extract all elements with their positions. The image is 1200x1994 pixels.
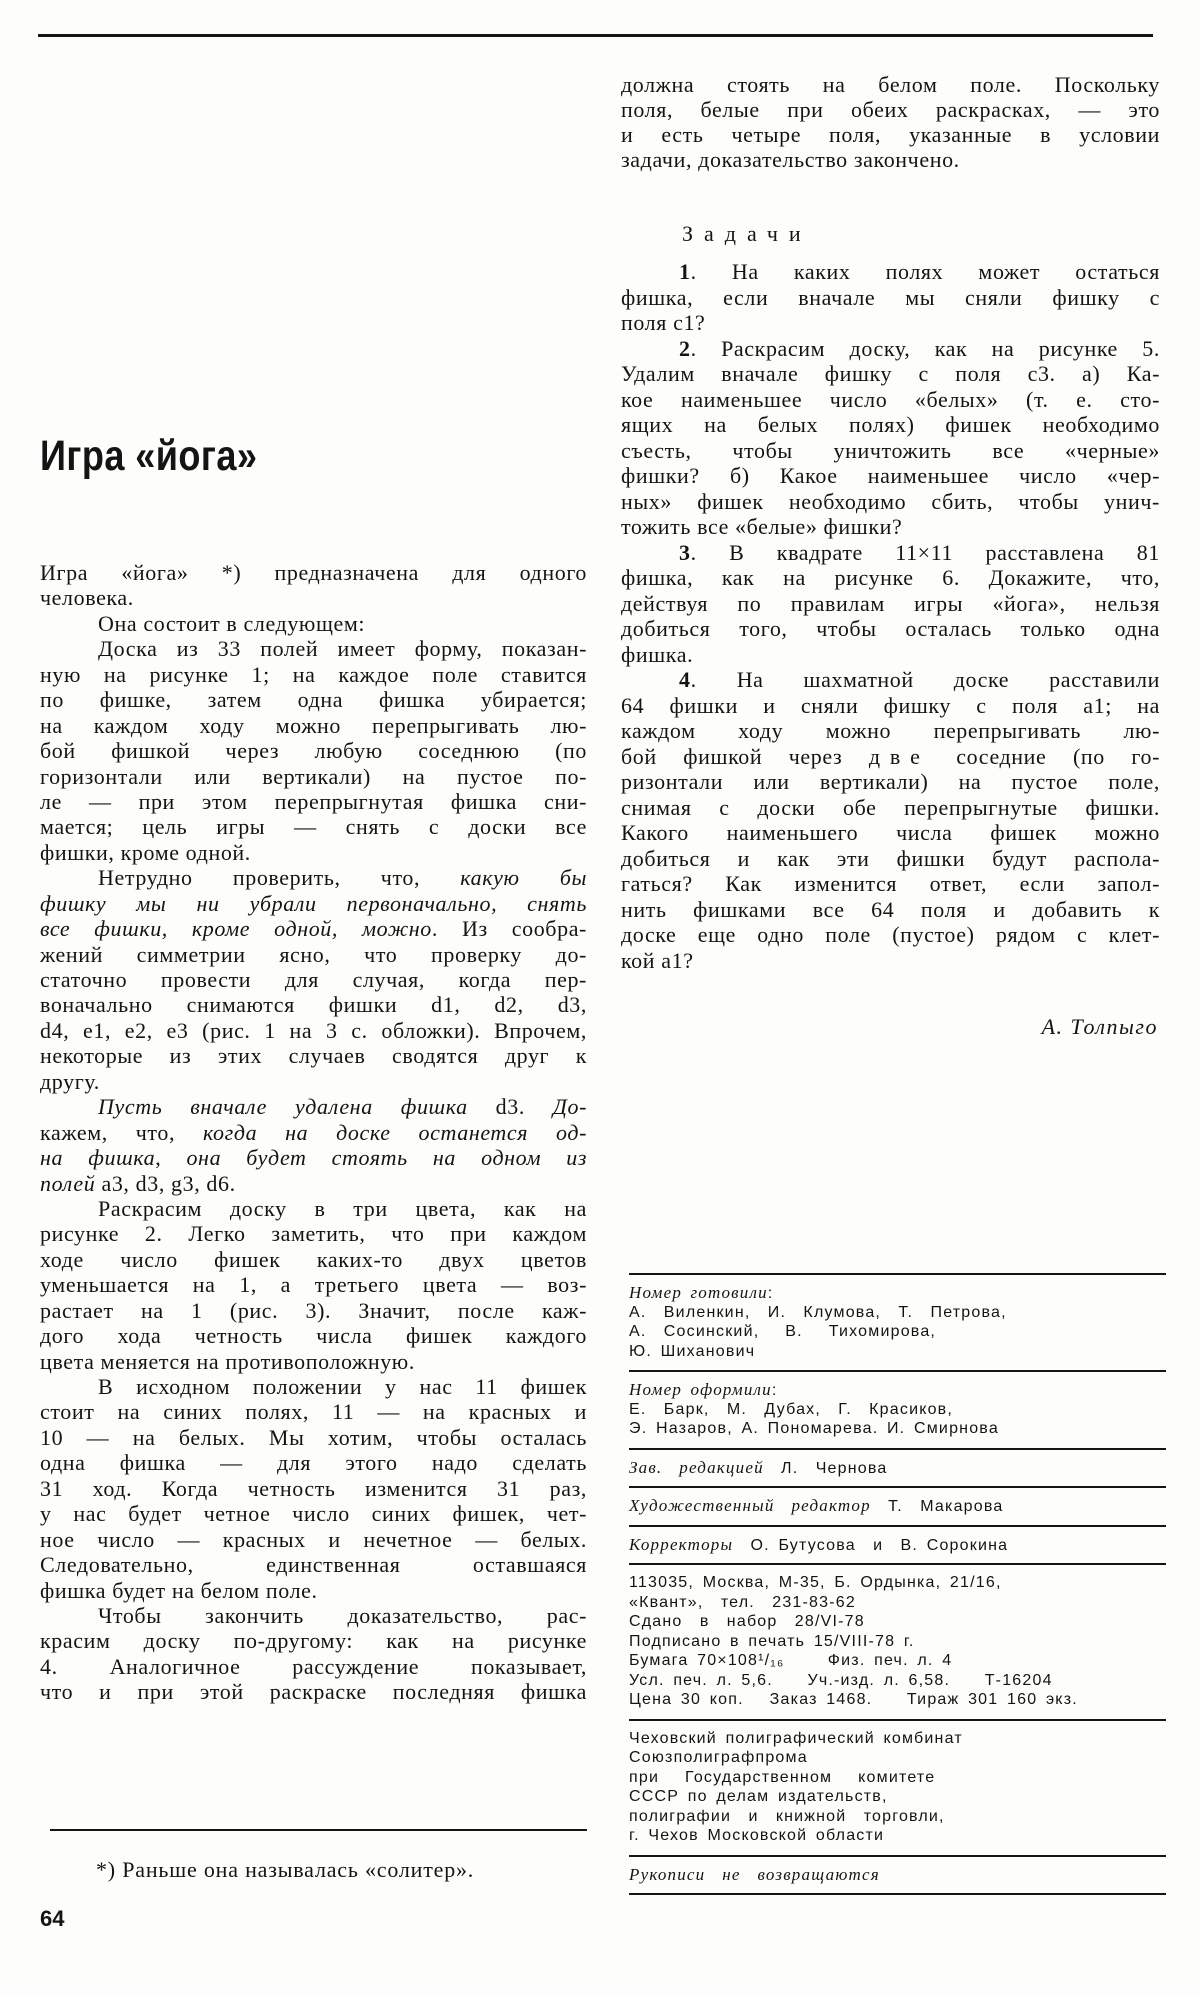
text-line	[621, 438, 1160, 464]
imprint-section	[629, 1563, 1166, 1719]
imprint-section	[629, 1525, 1166, 1564]
paragraph	[40, 560, 587, 611]
text-line	[621, 591, 1160, 617]
text-segment: . В квадрате 11×11 расставлена 81	[690, 539, 1160, 565]
text-line	[621, 285, 1160, 311]
imprint-row	[629, 1807, 1166, 1827]
text-line	[621, 514, 1160, 540]
text-segment: другу.	[40, 1068, 100, 1094]
text-line	[40, 814, 587, 839]
text-segment: «Квант», тел. 231-83-62	[629, 1593, 856, 1611]
text-segment: ных» фишек необходимо сбить, чтобы унич-	[621, 488, 1160, 514]
paragraph	[40, 1094, 587, 1196]
text-segment: мается; цель игры — снять с доски все	[40, 814, 587, 840]
text-segment: кажем, что,	[40, 1119, 203, 1145]
text-line	[40, 611, 587, 636]
text-line	[40, 1094, 587, 1119]
text-line	[621, 846, 1160, 872]
text-segment: соседние (по го-	[929, 743, 1160, 769]
paragraph	[621, 667, 1160, 973]
imprint-row	[629, 1768, 1166, 1788]
paragraph	[621, 259, 1160, 336]
text-segment: Е. Барк, М. Дубах, Г. Красиков,	[629, 1400, 954, 1418]
text-segment: съесть, чтобы уничтожить все «черные»	[621, 437, 1160, 463]
text-segment: задачи, доказательство закончено.	[621, 147, 960, 172]
text-line	[40, 738, 587, 763]
text-segment: что и при этой раскраске последняя фишка	[40, 1679, 587, 1705]
bold-number: 3	[679, 539, 691, 565]
text-segment: 64 фишки и сняли фишку с поля a1; на	[621, 692, 1160, 718]
text-segment: бой фишкой через	[621, 743, 869, 769]
text-line	[621, 795, 1160, 821]
text-segment: Нетрудно проверить, что,	[98, 865, 461, 891]
text-segment: Сдано в набор 28/VI-78	[629, 1613, 865, 1630]
paragraph	[621, 72, 1160, 172]
text-segment: Следовательно, единственная оставшаяся	[40, 1552, 587, 1578]
italic-text: полей	[40, 1170, 96, 1196]
text-segment: полиграфии и книжной торговли,	[629, 1807, 945, 1825]
paragraph	[621, 336, 1160, 540]
text-line	[40, 992, 587, 1017]
text-line	[621, 97, 1160, 122]
text-segment: ризонтали или вертикали) на пустое поле,	[621, 769, 1160, 794]
text-line	[40, 560, 587, 585]
text-line	[40, 585, 587, 610]
text-line	[621, 412, 1160, 438]
text-line	[40, 1374, 587, 1399]
paragraph	[40, 1374, 587, 1603]
text-segment: Цена 30 коп. Заказ 1468. Тираж 301 160 экз.	[629, 1691, 1078, 1708]
text-segment: некоторые из этих случаев сводятся друг к	[40, 1043, 587, 1069]
text-line	[621, 463, 1160, 489]
text-segment: цвета меняется на противоположную.	[40, 1348, 415, 1374]
text-line	[40, 1298, 587, 1323]
text-line	[40, 1552, 587, 1577]
text-line	[40, 1272, 587, 1297]
text-segment: действуя по правилам игры «йога», нельзя	[621, 590, 1160, 616]
text-segment: Игра «йога» *) предназначена для одного	[40, 560, 587, 585]
text-line	[40, 942, 587, 967]
imprint-row	[629, 1283, 1166, 1303]
text-line	[621, 744, 1160, 770]
text-segment: бой фишкой через любую соседнюю (по	[40, 738, 587, 764]
imprint-row	[629, 1342, 1166, 1362]
text-segment: А. Виленкин, И. Клумова, Т. Петрова,	[629, 1303, 1007, 1321]
text-segment: поля c1?	[621, 310, 706, 335]
text-segment: ходе число фишек каких-то двух цветов	[40, 1246, 587, 1272]
text-line	[40, 891, 587, 916]
text-line	[40, 713, 587, 738]
text-segment: рисунке 2. Легко заметить, что при каждом	[40, 1221, 587, 1247]
text-segment: снимая с доски обе перепрыгнутые фишки.	[621, 794, 1160, 820]
text-line	[621, 820, 1160, 846]
text-line	[40, 636, 587, 661]
italic-text: Рукописи не возвращаются	[629, 1864, 880, 1884]
imprint-row	[629, 1419, 1166, 1439]
text-segment: Бумага 70×108¹/₁₆ Физ. печ. л. 4	[629, 1652, 953, 1669]
imprint-row	[629, 1400, 1166, 1420]
imprint-row	[629, 1496, 1166, 1516]
text-line	[40, 1399, 587, 1424]
text-line	[621, 871, 1160, 897]
text-segment: :	[771, 1382, 778, 1399]
text-line	[621, 948, 1160, 974]
imprint-row	[629, 1826, 1166, 1846]
text-line	[40, 1501, 587, 1526]
imprint-row	[629, 1380, 1166, 1400]
text-line	[40, 1043, 587, 1068]
footnote-rule	[50, 1829, 587, 1831]
imprint-row	[629, 1573, 1166, 1593]
text-line	[621, 616, 1160, 642]
imprint-row	[629, 1690, 1166, 1710]
text-segment: 113035, Москва, М-35, Б. Ордынка, 21/16,	[629, 1574, 1002, 1591]
text-segment: 31 ход. Когда четность изменится 31 раз,	[40, 1475, 587, 1501]
imprint-row	[629, 1303, 1166, 1323]
text-line	[40, 1145, 587, 1170]
text-line	[40, 865, 587, 890]
imprint-row	[629, 1458, 1166, 1478]
text-segment: человека.	[40, 585, 134, 611]
text-line	[621, 565, 1160, 591]
paragraph	[40, 611, 587, 636]
imprint-row	[629, 1535, 1166, 1555]
paragraph	[40, 1603, 587, 1705]
text-line	[621, 667, 1160, 693]
text-segment: Удалим вначале фишку с поля c3. а) Ка-	[621, 361, 1160, 386]
italic-text: она будет стоять на одном из	[186, 1145, 587, 1171]
text-line	[40, 1069, 587, 1094]
footnote: *) Раньше она называлась «солитер».	[96, 1857, 475, 1882]
top-rule	[38, 34, 1153, 37]
text-line	[621, 310, 1160, 336]
paragraph	[621, 540, 1160, 668]
text-segment: О. Бутусова и В. Сорокина	[733, 1536, 1009, 1554]
italic-text: До-	[552, 1094, 587, 1120]
text-line	[40, 764, 587, 789]
text-segment: уменьшается на 1, а третьего цвета — воз-	[40, 1272, 587, 1298]
bold-number: 4	[679, 667, 691, 692]
paragraph	[40, 636, 587, 865]
text-segment: одна фишка — для этого надо сделать	[40, 1450, 587, 1476]
text-line	[40, 1527, 587, 1552]
text-segment: СССР по делам издательств,	[629, 1788, 888, 1805]
text-line	[621, 122, 1160, 147]
italic-text: все фишки, кроме одной, можно	[40, 916, 432, 942]
text-line	[40, 1221, 587, 1246]
text-line	[40, 916, 587, 941]
text-segment: по фишке, затем одна фишка убирается;	[40, 687, 587, 713]
text-segment: горизонтали или вертикали) на пустое по-	[40, 763, 587, 789]
text-line	[40, 1679, 587, 1704]
text-segment: Э. Назаров, А. Пономарева. И. Смирнова	[629, 1420, 999, 1437]
text-line	[621, 259, 1160, 285]
text-segment: стоит на синих полях, 11 — на красных и	[40, 1399, 587, 1425]
text-line	[621, 72, 1160, 97]
text-segment: А. Сосинский, В. Тихомирова,	[629, 1323, 937, 1340]
text-line	[40, 1578, 587, 1603]
text-segment: каждом ходу можно перепрыгивать лю-	[621, 718, 1160, 743]
text-segment: Чеховский полиграфический комбинат	[629, 1729, 963, 1747]
author-signature: А. Толпыго	[1041, 1014, 1158, 1039]
text-line	[621, 769, 1160, 795]
text-line	[621, 361, 1160, 387]
imprint-row	[629, 1671, 1166, 1691]
text-segment: Усл. печ. л. 5,6. Уч.-изд. л. 6,58. Т-16204	[629, 1671, 1053, 1689]
paragraph	[40, 1196, 587, 1374]
text-line	[40, 1349, 587, 1374]
text-segment: фишка, если вначале мы сняли фишку с	[621, 284, 1160, 310]
italic-text: Номер готовили	[629, 1283, 768, 1302]
text-line	[40, 1603, 587, 1628]
text-line	[621, 336, 1160, 362]
italic-text: Пусть вначале удалена фишка	[98, 1094, 468, 1120]
imprint-section	[629, 1486, 1166, 1525]
text-segment: ное число — красных и нечетное — белых.	[40, 1526, 587, 1552]
text-segment: нить фишками все 64 поля и добавить к	[621, 896, 1160, 922]
text-segment: кой a1?	[621, 947, 694, 973]
article-title: Игра «йога»	[40, 432, 258, 480]
text-line	[40, 1425, 587, 1450]
text-segment: 10 — на белых. Мы хотим, чтобы осталась	[40, 1424, 587, 1450]
text-line	[621, 540, 1160, 566]
text-line	[40, 662, 587, 687]
left-column-text	[40, 560, 587, 1705]
text-segment: г. Чехов Московской области	[629, 1827, 885, 1844]
text-segment: гаться? Как изменится ответ, если запол-	[621, 871, 1160, 896]
text-segment: d4, e1, e2, e3 (рис. 1 на 3 с. обложки). Впрочем,	[40, 1017, 587, 1043]
imprint-row	[629, 1729, 1166, 1749]
text-segment: :	[767, 1285, 774, 1302]
imprint-section	[629, 1719, 1166, 1855]
italic-text: Зав. редакцией	[629, 1457, 764, 1477]
text-line	[40, 1120, 587, 1145]
text-segment: Подписано в печать 15/VIII-78 г.	[629, 1632, 915, 1650]
text-segment: В исходном положении у нас 11 фишек	[98, 1374, 587, 1399]
text-segment: Чтобы закончить доказательство, рас-	[98, 1602, 587, 1628]
text-segment: Она состоит в следующем:	[98, 610, 366, 636]
imprint-section	[629, 1273, 1166, 1370]
page-number: 64	[40, 1906, 65, 1931]
text-line	[621, 147, 1160, 172]
text-segment: фишки, кроме одной.	[40, 839, 251, 865]
text-line	[621, 387, 1160, 413]
text-line	[40, 1247, 587, 1272]
text-line	[40, 967, 587, 992]
bold-number: 2	[679, 335, 691, 361]
right-column-continuation	[621, 72, 1160, 172]
text-segment: . На шахматной доске расставили	[690, 667, 1160, 692]
italic-text: Художественный редактор	[629, 1496, 871, 1515]
imprint-row	[629, 1865, 1166, 1885]
text-segment: поля, белые при обеих раскрасках, — это	[621, 97, 1160, 122]
text-line	[621, 718, 1160, 744]
italic-text: какую бы	[460, 865, 587, 891]
text-segment: у нас будет четное число синих фишек, чет-	[40, 1501, 587, 1527]
text-segment: ящих на белых полях) фишек необходимо	[621, 412, 1160, 437]
text-segment: фишки? б) Какое наименьшее число «чер-	[621, 463, 1160, 488]
text-segment: фишка.	[621, 641, 694, 667]
imprint-row	[629, 1612, 1166, 1632]
text-line	[40, 789, 587, 814]
italic-text: Номер оформили	[629, 1380, 772, 1399]
text-line	[40, 1628, 587, 1653]
imprint-row	[629, 1651, 1166, 1671]
text-line	[40, 1196, 587, 1221]
problems-list	[621, 259, 1160, 973]
text-line	[40, 840, 587, 865]
text-segment: фишка будет на белом поле.	[40, 1577, 318, 1603]
italic-text: Корректоры	[629, 1534, 734, 1554]
paragraph	[40, 865, 587, 1094]
text-line	[621, 897, 1160, 923]
text-segment: дого хода четность числа фишек каждого	[40, 1323, 587, 1349]
imprint-section	[629, 1448, 1166, 1487]
text-segment: и есть четыре поля, указанные в условии	[621, 122, 1160, 147]
bold-number: 1	[679, 259, 691, 284]
text-segment: статочно провести для случая, когда пер-	[40, 967, 587, 992]
text-segment: при Государственном комитете	[629, 1768, 936, 1786]
text-segment: . Из сообра-	[431, 916, 587, 942]
text-segment: . На каких полях может остаться	[690, 259, 1160, 284]
imprint-box	[629, 1273, 1166, 1895]
text-line	[40, 1654, 587, 1679]
text-line	[621, 693, 1160, 719]
text-segment: . Раскрасим доску, как на рисунке 5.	[690, 335, 1160, 361]
imprint-row	[629, 1787, 1166, 1807]
text-segment: красим доску по-другому: как на рисунке	[40, 1628, 587, 1654]
text-segment: a3, d3, g3, d6.	[95, 1170, 236, 1196]
text-segment: Ю. Шиханович	[629, 1342, 756, 1360]
text-segment: растает на 1 (рис. 3). Значит, после каж-	[40, 1297, 587, 1323]
imprint-row	[629, 1748, 1166, 1768]
text-segment: Доска из 33 полей имеет форму, показан-	[98, 636, 587, 662]
imprint-section	[629, 1855, 1166, 1896]
text-line	[621, 489, 1160, 515]
text-segment: Т. Макарова	[870, 1498, 1004, 1515]
italic-text: когда на доске останется од-	[203, 1119, 587, 1145]
text-segment: добиться того, чтобы осталась только одна	[621, 616, 1160, 641]
text-segment: должна стоять на белом поле. Поскольку	[621, 72, 1160, 97]
text-line	[40, 1476, 587, 1501]
imprint-row	[629, 1593, 1166, 1613]
text-line	[621, 922, 1160, 948]
text-line	[40, 1018, 587, 1043]
text-segment: ле — при этом перепрыгнутая фишка сни-	[40, 788, 587, 814]
text-segment: воначально снимаются фишки d1, d2, d3,	[40, 992, 587, 1018]
spaced-text: две	[868, 743, 930, 769]
text-line	[40, 1171, 587, 1196]
text-segment: Раскрасим доску в три цвета, как на	[98, 1195, 587, 1221]
text-segment: 4. Аналогичное рассуждение показывает,	[40, 1653, 587, 1679]
tasks-heading: Задачи	[682, 221, 812, 246]
italic-text: фишку мы ни убрали первоначально, снять	[40, 890, 587, 916]
imprint-section	[629, 1370, 1166, 1448]
imprint-row	[629, 1632, 1166, 1652]
text-segment: фишка, как на рисунке 6. Докажите, что,	[621, 565, 1160, 590]
text-line	[40, 687, 587, 712]
text-line	[40, 1450, 587, 1475]
text-segment: добиться и как эти фишки будут распола-	[621, 845, 1160, 871]
text-segment: Л. Чернова	[763, 1459, 888, 1477]
text-segment: жений симметрии ясно, что проверку до-	[40, 941, 587, 967]
text-segment: доске еще одно поле (пустое) рядом с клет-	[621, 922, 1160, 947]
text-segment: кое наименьшее число «белых» (т. е. сто-	[621, 386, 1160, 412]
text-line	[621, 642, 1160, 668]
text-segment: тожить все «белые» фишки?	[621, 514, 903, 539]
text-segment: Союзполиграфпрома	[629, 1749, 808, 1766]
italic-text: на фишка	[40, 1145, 156, 1171]
text-line	[40, 1323, 587, 1348]
text-segment: ную на рисунке 1; на каждое поле ставится	[40, 661, 587, 687]
imprint-row	[629, 1322, 1166, 1342]
text-segment: Какого наименьшего числа фишек можно	[621, 820, 1160, 845]
text-segment: ,	[155, 1145, 187, 1171]
text-segment: на каждом ходу можно перепрыгивать лю-	[40, 712, 587, 738]
text-segment: d3.	[467, 1094, 553, 1120]
